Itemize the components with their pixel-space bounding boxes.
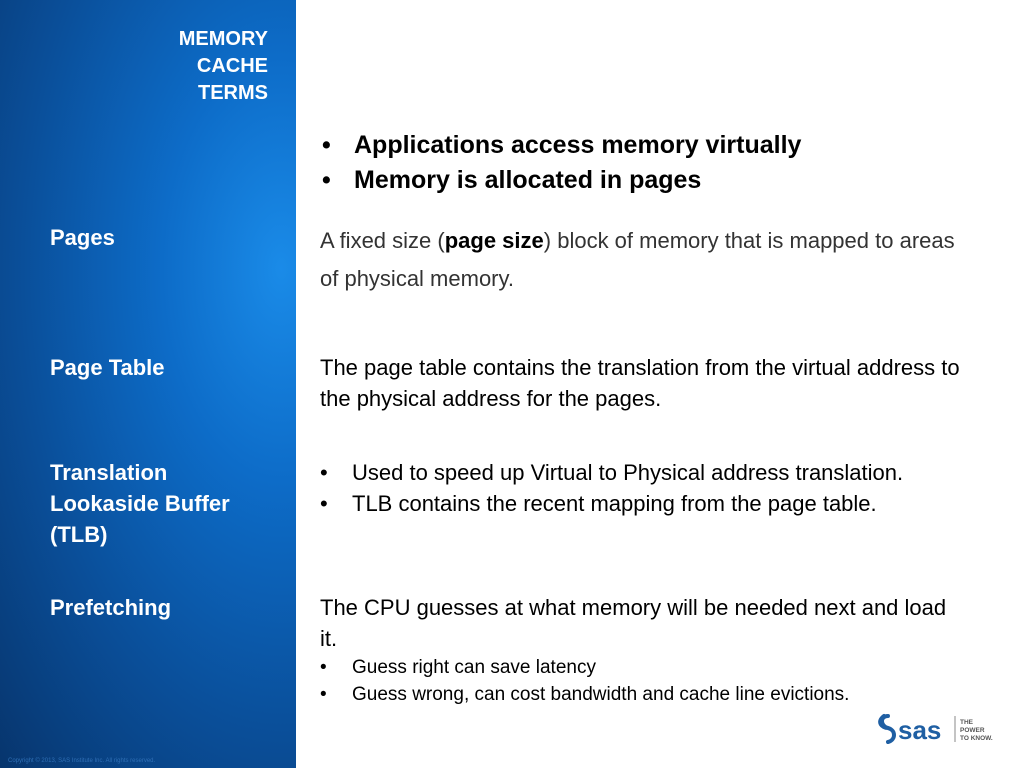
logo-tagline-line: THE: [960, 719, 973, 726]
tlb-bullet: • TLB contains the recent mapping from the page table.: [320, 491, 877, 516]
intro-bullet: • Applications access memory virtually: [322, 131, 802, 159]
prefetching-text: The CPU guesses at what memory will be needed next and load it.: [320, 595, 947, 651]
term-page-table-label: Page Table: [50, 355, 165, 380]
sas-logo: [878, 712, 998, 746]
copyright-text: Copyright © 2013, SAS Institute Inc. All rights reserved.: [8, 758, 156, 764]
term-pages-label: Pages: [50, 225, 115, 250]
term-tlb-label: Translation Lookaside Buffer (TLB): [50, 460, 230, 547]
title-line: CACHE: [196, 55, 268, 77]
term-page-table-definition: The page table contains the translation from the virtual address to the physical address for the pages.: [320, 355, 960, 411]
term-tlb-definition: [320, 457, 980, 519]
intro-bullet: • Memory is allocated in pages: [322, 166, 702, 194]
prefetching-bullet: • Guess wrong, can cost bandwidth and cache line evictions.: [320, 684, 850, 705]
logo-brand: sas: [898, 715, 942, 745]
term-prefetching-definition: [320, 592, 960, 708]
logo-tagline-line: TO KNOW.: [960, 735, 993, 742]
page-size-term: page size: [444, 228, 544, 253]
tlb-bullet: • Used to speed up Virtual to Physical address translation.: [320, 460, 904, 485]
prefetching-bullet: • Guess right can save latency: [320, 657, 596, 678]
slide-title: [179, 26, 268, 107]
intro-bullets: [322, 128, 801, 198]
term-prefetching-label: Prefetching: [50, 595, 172, 620]
logo-tagline-line: POWER: [960, 727, 985, 734]
sas-logo-icon: [878, 712, 998, 746]
title-line: TERMS: [198, 82, 268, 104]
term-pages-definition: A fixed size (page size) block of memory that is mapped to areas of physical memory.: [320, 228, 955, 291]
sidebar-panel: [0, 0, 296, 768]
title-line: MEMORY: [178, 28, 268, 50]
